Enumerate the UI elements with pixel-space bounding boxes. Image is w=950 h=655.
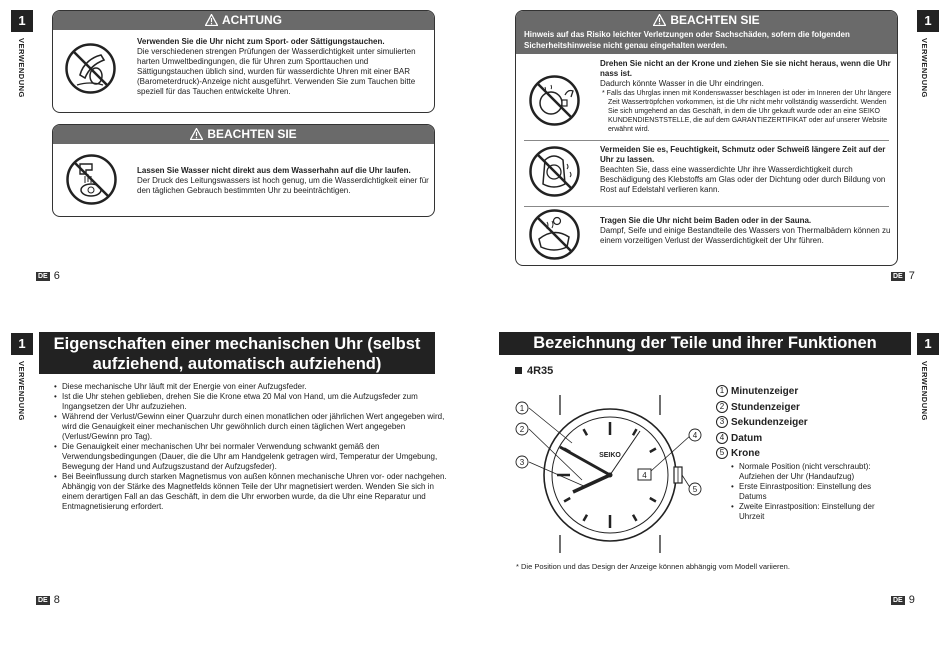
callout-5: 5	[692, 485, 698, 494]
lang-badge: DE	[38, 597, 48, 604]
page-title-p9: Bezeichnung der Teile und ihrer Funktionen	[499, 332, 911, 355]
feature-list-item: • Die Genauigkeit einer mechanischen Uhr bei normaler Verwendung schwankt gemäß den Verwendungsbedingungen (Dauer, die die Uhr am Handgelenk getragen wird, Temperatur der Umgebung, Bewegung der Hand und Aufzugszustand der Aufzugsfeder).	[62, 442, 447, 472]
item-title: Vermeiden Sie es, Feuchtigkeit, Schmutz oder Schweiß längere Zeit auf der Uhr zu lassen.	[600, 145, 886, 164]
item-title: Tragen Sie die Uhr nicht beim Baden oder in der Sauna.	[600, 216, 812, 225]
svg-text:4: 4	[642, 471, 647, 480]
part-label: Krone	[731, 448, 760, 459]
beachten-header-text-p6: BEACHTEN SIE	[207, 127, 297, 141]
title-line-2: aufziehend, automatisch aufziehend)	[92, 355, 382, 373]
page-number-text: 9	[908, 594, 915, 606]
beachten-subheader-p7: Hinweis auf das Risiko leichter Verletzungen oder Sachschäden, sofern die folgenden Sicherheitshinweise nicht genau eingehalten werden.	[516, 30, 897, 54]
beachten-title-p6: Lassen Sie Wasser nicht direkt aus dem Wasserhahn auf die Uhr laufen.	[137, 166, 411, 175]
feature-list-item: • Während der Verlust/Gewinn einer Quarzuhr durch einen monatlichen oder jährlichen Wert angegeben wird, wird die Genauigkeit einer mechanischen Uhr gewöhnlich durch einen täglichen Wert angegeben (Verlust/Gewinn pro Tag).	[62, 412, 447, 442]
no-tap-water-icon	[64, 152, 119, 212]
no-moisture-icon	[527, 144, 582, 204]
side-label-p9: VERWENDUNG	[920, 361, 929, 421]
divider	[524, 140, 889, 141]
watch-diagram	[510, 385, 710, 555]
feature-list-item: • Bei Beeinflussung durch starken Magnetismus von außen können mechanische Uhren vor- oder nachgehen. Abhängig von der Stärke des Magnetfelds können Teile der Uhr magnetisiert werden. Wenden Sie sich in einem derartigen Fall an das Geschäft, in dem die Uhr erworben wurde, da die Uhr eine Reparatur und Entmagnetisierung erfordert.	[62, 472, 447, 512]
achtung-content	[137, 37, 429, 97]
beachten-item-2	[600, 145, 892, 195]
chapter-badge-p7: 1	[917, 10, 939, 32]
model-text: 4R35	[527, 365, 554, 377]
dial-brand: SEIKO	[599, 452, 621, 459]
beachten-item-3	[600, 216, 892, 246]
item-text: Dampf, Seife und einige Bestandteile des Wassers von Thermalbädern können zu einem vorzeitigen Verlust der Wasserdichtigkeit der Uhr führen.	[600, 226, 891, 245]
beachten-header-p7	[516, 11, 897, 30]
part-label: Minutenzeiger	[731, 386, 799, 397]
part-item	[716, 384, 891, 400]
square-bullet-icon	[515, 367, 522, 374]
side-label-p6: VERWENDUNG	[17, 38, 26, 98]
part-num: 3	[716, 416, 728, 428]
part-item	[716, 415, 891, 431]
callout-1: 1	[519, 404, 525, 413]
lang-badge: DE	[893, 597, 903, 604]
crown-position: • Zweite Einrastposition: Einstellung der Uhrzeit	[716, 502, 891, 522]
part-num: 2	[716, 401, 728, 413]
chapter-badge-p9: 1	[917, 333, 939, 355]
achtung-panel	[52, 10, 435, 113]
feature-list-item: • Ist die Uhr stehen geblieben, drehen Sie die Krone etwa 20 Mal von Hand, um die Aufzugsfeder zum Ingangsetzen der Uhr aufzuziehen.	[62, 392, 447, 412]
beachten-header-p6	[53, 125, 434, 144]
chapter-badge-p6: 1	[11, 10, 33, 32]
part-label: Datum	[731, 432, 763, 444]
callout-3: 3	[519, 458, 525, 467]
part-item	[716, 431, 891, 447]
page-number-p8	[36, 594, 60, 606]
beachten-header-text-p7: BEACHTEN SIE	[670, 13, 760, 27]
callout-4: 4	[692, 431, 698, 440]
item-title: Drehen Sie nicht an der Krone und ziehen Sie sie nicht heraus, wenn die Uhr nass ist.	[600, 59, 891, 78]
part-item	[716, 446, 891, 462]
callout-2: 2	[519, 425, 525, 434]
beachten-panel-p7	[515, 10, 898, 266]
part-item	[716, 400, 891, 416]
page-number-text: 8	[53, 594, 60, 606]
achtung-header	[53, 11, 434, 30]
page-number-text: 7	[908, 270, 915, 282]
achtung-header-text: ACHTUNG	[222, 13, 282, 27]
beachten-text-p6: Der Druck des Leitungswassers ist hoch genug, um die Wasserdichtigkeit einer für den täglichen Gebrauch bestimmten Uhr zu beeinträchtigen.	[137, 176, 429, 195]
title-line-1: Eigenschaften einer mechanischen Uhr (selbst	[53, 335, 421, 353]
no-diving-icon	[63, 41, 118, 101]
feature-list-item: • Diese mechanische Uhr läuft mit der Energie von einer Aufzugsfeder.	[62, 382, 447, 392]
no-bath-sauna-icon	[527, 207, 582, 266]
beachten-panel-p6	[52, 124, 435, 217]
part-label: Sekundenzeiger	[731, 417, 808, 428]
warning-icon	[205, 14, 218, 26]
feature-list	[52, 382, 447, 512]
part-num: 4	[716, 432, 728, 444]
chapter-badge-p8: 1	[11, 333, 33, 355]
achtung-title: Verwenden Sie die Uhr nicht zum Sport- oder Sättigungstauchen.	[137, 37, 385, 46]
part-num: 5	[716, 447, 728, 459]
item-note: * Falls das Uhrglas innen mit Kondenswasser beschlagen ist oder im Inneren der Uhr längere Zeit Wassertröpfchen vorkommen, ist die Uhr nicht mehr vollständig wasserdicht. Wenden Sie sich umgehend an das Geschäft, in dem die Uhr gekauft wurde oder an eine SEIKO KUNDENDIENSTSTELLE, die auf dem GARANTIEZERTIFIKAT oder auf unserer Website erwähnt wird.	[602, 90, 892, 133]
crown-position: • Normale Position (nicht verschraubt): Aufziehen der Uhr (Handaufzug)	[716, 462, 891, 482]
lang-badge: DE	[38, 273, 48, 280]
side-label-p8: VERWENDUNG	[17, 361, 26, 421]
page-title-p8	[39, 332, 435, 374]
page-number-p7	[891, 270, 915, 282]
page-number-text: 6	[53, 270, 60, 282]
crown-position: • Erste Einrastposition: Einstellung des Datums	[716, 482, 891, 502]
lang-badge: DE	[893, 273, 903, 280]
achtung-text: Die verschiedenen strengen Prüfungen der Wasserdichtigkeit unter simulierten harten Umweltbedingungen, die für Uhren zum Sporttauchen und Sättigungstauchen üblich sind, wurden für wasserdichte Uhren mit einer BAR (Barometerdruck)-Anzeige nicht ausgeführt. Verwenden Sie zum Tauchen bitte speziell für das Tauchen entwickelte Uhren.	[137, 47, 416, 96]
page-number-p9	[891, 594, 915, 606]
item-text: Beachten Sie, dass eine wasserdichte Uhr ihre Wasserdichtigkeit durch Beschädigung des Klebstoffs am Glas oder der Dichtung oder durch Bildung von Rost auf Edelstahl verlieren kann.	[600, 165, 886, 194]
no-wet-crown-icon	[527, 73, 582, 133]
model-heading	[515, 365, 553, 377]
part-num: 1	[716, 385, 728, 397]
page-number-p6	[36, 270, 60, 282]
parts-list	[716, 384, 891, 522]
item-text: Dadurch könnte Wasser in die Uhr eindringen.	[600, 79, 764, 88]
warning-icon	[190, 128, 203, 140]
beachten-item-1	[600, 59, 892, 134]
side-label-p7: VERWENDUNG	[920, 38, 929, 98]
footnote-p9: * Die Position und das Design der Anzeige können abhängig vom Modell variieren.	[516, 562, 790, 571]
part-label: Stundenzeiger	[731, 401, 800, 413]
warning-icon	[653, 14, 666, 26]
beachten-content-p6	[137, 166, 429, 196]
